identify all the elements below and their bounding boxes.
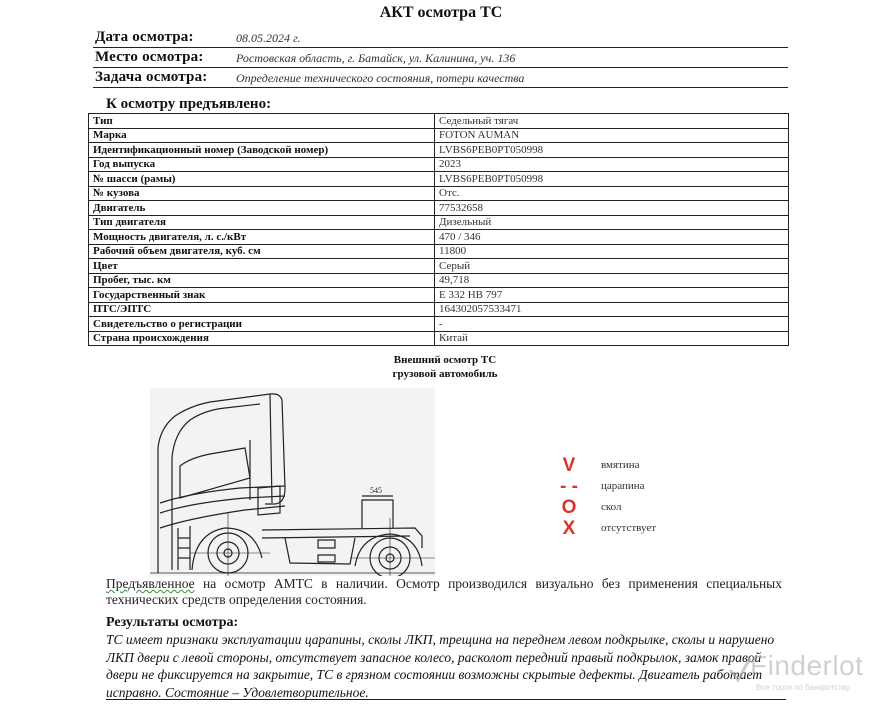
spec-value: LVBS6PEB0PT050998: [435, 143, 789, 158]
table-row: [89, 215, 789, 230]
spec-value: Седельный тягач: [435, 114, 789, 129]
table-row: [89, 143, 789, 158]
section-title: К осмотру предъявлено:: [106, 96, 272, 112]
diagram-title: [0, 353, 882, 381]
spellcheck-word: Предъявленное: [106, 576, 195, 591]
table-row: [89, 273, 789, 288]
meta-label: Задача осмотра:: [95, 69, 208, 85]
spec-key: Страна происхождения: [89, 331, 435, 346]
spec-value: 11800: [435, 244, 789, 259]
spec-value: FOTON AUMAN: [435, 128, 789, 143]
meta-row-place: [93, 49, 788, 68]
diagram-title-line1: Внешний осмотр ТС: [393, 354, 497, 366]
spec-value: 164302057533471: [435, 302, 789, 317]
meta-value: Определение технического состояния, потери качества: [236, 71, 525, 85]
watermark-tagline: Все торги по банкротству: [756, 683, 850, 692]
legend-label: вмятина: [601, 459, 640, 471]
spec-value: Китай: [435, 331, 789, 346]
dimension-label: 545: [370, 486, 382, 495]
truck-side-view-icon: [150, 388, 435, 576]
table-row: [89, 302, 789, 317]
legend-label: скол: [601, 501, 622, 513]
table-row: [89, 288, 789, 303]
spec-value: 470 / 346: [435, 230, 789, 245]
spec-value: 2023: [435, 157, 789, 172]
table-row: [89, 317, 789, 332]
spec-value: LVBS6PEB0PT050998: [435, 172, 789, 187]
meta-row-date: [93, 29, 788, 48]
spec-value: 49,718: [435, 273, 789, 288]
legend-label: отсутствует: [601, 522, 657, 534]
table-row: [89, 157, 789, 172]
spec-key: Год выпуска: [89, 157, 435, 172]
spec-value: Дизельный: [435, 215, 789, 230]
spec-key: Рабочий объем двигателя, куб. см: [89, 244, 435, 259]
meta-value: 08.05.2024 г.: [236, 31, 301, 45]
spec-key: Двигатель: [89, 201, 435, 216]
spec-key: Цвет: [89, 259, 435, 274]
table-row: [89, 230, 789, 245]
results-underline: [106, 699, 786, 700]
spec-key: Мощность двигателя, л. с./кВт: [89, 230, 435, 245]
spec-value: -: [435, 317, 789, 332]
meta-value: Ростовская область, г. Батайск, ул. Калинина, уч. 136: [236, 51, 516, 65]
table-row: [89, 128, 789, 143]
inspection-note: [106, 576, 782, 608]
meta-row-task: [93, 69, 788, 88]
spec-key: Государственный знак: [89, 288, 435, 303]
spec-key: Свидетельство о регистрации: [89, 317, 435, 332]
dent-mark-icon: V: [562, 455, 576, 476]
spec-value: Отс.: [435, 186, 789, 201]
table-row: [89, 114, 789, 129]
inspection-note-text: на осмотр АМТС в наличии. Осмотр производился визуально без применения специальных технических средств определения состояния.: [106, 576, 782, 607]
legend-label: царапина: [601, 480, 645, 492]
diagram-title-line2: грузовой автомобиль: [392, 368, 498, 380]
watermark-brand: Finderlot: [750, 650, 864, 681]
table-row: [89, 172, 789, 187]
document-title: АКТ осмотра ТС: [379, 4, 503, 21]
spec-value: 77532658: [435, 201, 789, 216]
results-text: ТС имеет признаки эксплуатации царапины, сколы ЛКП, трещина на переднем левом подкрылке, сколы и нарушено ЛКП двери с левой стороны, отсутствует запасное колесо, расколот передний правый подкрылок, замок правой двери не фиксируется на закрытие, ТС в грязном состоянии возможны скрытые дефекты. Двигатель работает исправно. Состояние – Удовлетворительное.: [106, 632, 775, 700]
watermark-logo-icon: [728, 654, 752, 684]
spec-key: № кузова: [89, 186, 435, 201]
missing-mark-icon: X: [562, 518, 576, 539]
spec-key: Пробег, тыс. км: [89, 273, 435, 288]
spec-key: Идентификационный номер (Заводской номер): [89, 143, 435, 158]
table-row: [89, 331, 789, 346]
spec-key: Тип двигателя: [89, 215, 435, 230]
specs-table: [88, 113, 789, 346]
chip-mark-icon: O: [561, 497, 577, 518]
meta-label: Место осмотра:: [95, 49, 204, 65]
scratch-mark-icon: - -: [560, 476, 578, 497]
spec-key: Тип: [89, 114, 435, 129]
table-row: [89, 259, 789, 274]
spec-key: № шасси (рамы): [89, 172, 435, 187]
spec-key: Марка: [89, 128, 435, 143]
table-row: [89, 244, 789, 259]
spec-value: Серый: [435, 259, 789, 274]
spec-key: ПТС/ЭПТС: [89, 302, 435, 317]
results-title: Результаты осмотра:: [106, 615, 239, 630]
meta-label: Дата осмотра:: [95, 29, 194, 45]
truck-diagram: [150, 388, 435, 576]
table-row: [89, 201, 789, 216]
table-row: [89, 186, 789, 201]
spec-value: Е 332 НВ 797: [435, 288, 789, 303]
